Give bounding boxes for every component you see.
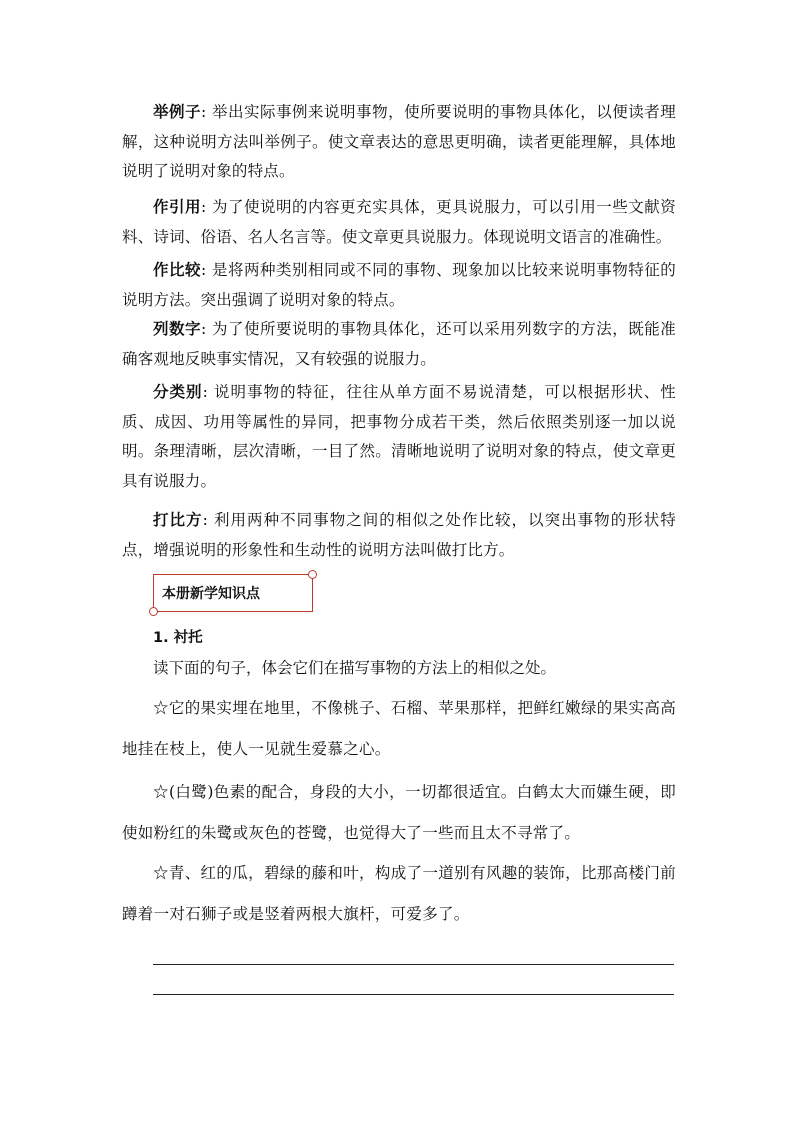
method-paragraph-4: 列数字: 为了使所要说明的事物具体化，还可以采用列数字的方法，既能准确客观地反映事实情况，又有较强的说服力。 bbox=[122, 319, 676, 368]
banner-label: 本册新学知识点 bbox=[162, 586, 260, 602]
example-sentence-1: ☆它的果实埋在地里，不像桃子、石榴、苹果那样，把鲜红嫩绿的果实高高地挂在枝上，使人一见就生爱慕之心。 bbox=[122, 699, 676, 758]
method-term: 作引用 bbox=[153, 197, 202, 216]
method-paragraph-3: 作比较: 是将两种类别相同或不同的事物、现象加以比较来说明事物特征的说明方法。突出强调了说明对象的特点。 bbox=[122, 260, 676, 309]
section-heading: 1. 衬托 bbox=[153, 630, 203, 646]
example-sentence-2: ☆(白鹭)色素的配合，身段的大小，一切都很适宜。白鹤太大而嫌生硬，即使如粉红的朱鹭或灰色的苍鹭，也觉得大了一些而且太不寻常了。 bbox=[122, 783, 676, 842]
answer-line[interactable] bbox=[153, 964, 674, 965]
method-text: 举出实际事例来说明事物，使所要说明的事物具体化，以便读者理解，这种说明方法叫举例子。使文章表达的意思更明确，读者更能理解，具体地说明了说明对象的特点。 bbox=[122, 103, 676, 180]
method-paragraph-5: 分类别: 说明事物的特征，往往从单方面不易说清楚，可以根据形状、性质、成因、功用等属性的异同，把事物分成若干类，然后依照类别逐一加以说明。条理清晰，层次清晰，一目了然。清晰地说明了说明对象的特点，使文章更具有说服力。 bbox=[122, 382, 676, 490]
scroll-curl-icon bbox=[308, 570, 317, 579]
method-term: 列数字 bbox=[153, 319, 202, 338]
scroll-curl-icon bbox=[149, 607, 158, 616]
method-text: 为了使所要说明的事物具体化，还可以采用列数字的方法，既能准确客观地反映事实情况，又有较强的说服力。 bbox=[122, 320, 676, 368]
method-text: 为了使说明的内容更充实具体，更具说服力，可以引用一些文献资料、诗词、俗语、名人名言等。使文章更具说服力。体现说明文语言的准确性。 bbox=[122, 198, 676, 246]
method-paragraph-1 bbox=[122, 97, 676, 187]
method-text: 说明事物的特征，往往从单方面不易说清楚，可以根据形状、性质、成因、功用等属性的异同，把事物分成若干类，然后依照类别逐一加以说明。条理清晰，层次清晰，一目了然。清晰地说明了说明对象的特点，使文章更具有说服力。 bbox=[122, 383, 676, 490]
method-text: 利用两种不同事物之间的相似之处作比较，以突出事物的形状特点，增强说明的形象性和生动性的说明方法叫做打比方。 bbox=[122, 511, 676, 559]
method-colon: : bbox=[201, 103, 207, 121]
method-term: 举例子 bbox=[153, 102, 202, 121]
method-term: 作比较 bbox=[153, 260, 202, 279]
method-term: 打比方 bbox=[153, 510, 203, 529]
method-paragraph-6: 打比方: 利用两种不同事物之间的相似之处作比较，以突出事物的形状特点，增强说明的形象性和生动性的说明方法叫做打比方。 bbox=[122, 510, 676, 559]
example-sentence-3: ☆青、红的瓜，碧绿的藤和叶，构成了一道别有风趣的装饰，比那高楼门前蹲着一对石狮子或是竖着两根大旗杆，可爱多了。 bbox=[122, 864, 676, 923]
method-text: 是将两种类别相同或不同的事物、现象加以比较来说明事物特征的说明方法。突出强调了说明对象的特点。 bbox=[122, 261, 676, 309]
method-paragraph-2: 作引用: 为了使说明的内容更充实具体，更具说服力，可以引用一些文献资料、诗词、俗语、名人名言等。使文章更具说服力。体现说明文语言的准确性。 bbox=[122, 197, 676, 246]
section-banner bbox=[153, 574, 313, 612]
answer-line[interactable] bbox=[153, 994, 674, 995]
method-term: 分类别 bbox=[153, 382, 203, 401]
section-instruction: 读下面的句子，体会它们在描写事物的方法上的相似之处。 bbox=[153, 659, 557, 677]
